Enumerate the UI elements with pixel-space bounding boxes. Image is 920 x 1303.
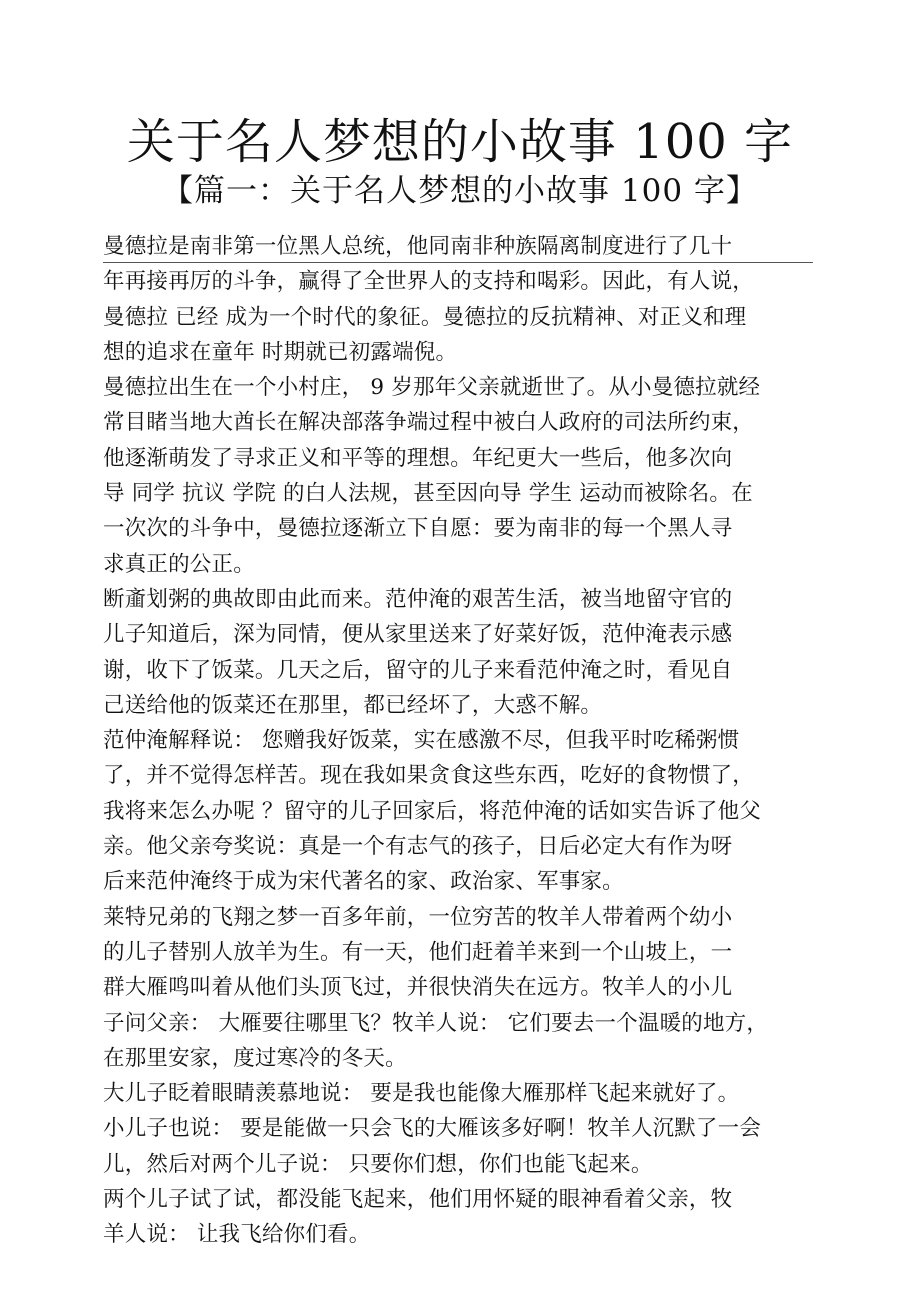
- body-line: 后来范仲淹终于成为宋代著名的家、政治家、军事家。: [103, 869, 624, 895]
- body-line: 儿，然后对两个儿子说： 只要你们想，你们也能飞起来。: [103, 1151, 653, 1177]
- body-line: 导 同学 抗议 学院 的白人法规，甚至因向导 学生 运动而被除名。在: [103, 481, 753, 507]
- body-line: 了，并不觉得怎样苦。现在我如果贪食这些东西，吃好的食物惯了，: [103, 763, 755, 789]
- body-line: 范仲淹解释说： 您赠我好饭菜，实在感激不尽，但我平时吃稀粥惯: [103, 728, 740, 754]
- body-line: 曼德拉 已经 成为一个时代的象征。曼德拉的反抗精神、对正义和理: [103, 304, 747, 330]
- body-line: 两个儿子试了试，都没能飞起来，他们用怀疑的眼神看着父亲，牧: [103, 1187, 733, 1213]
- document-title: 关于名人梦想的小故事 100 字: [126, 114, 794, 170]
- body-line: 小儿子也说： 要是能做一只会飞的大雁该多好啊！牧羊人沉默了一会: [103, 1116, 762, 1142]
- body-line: 的儿子替别人放羊为生。有一天，他们赶着羊来到一个山坡上，一: [103, 939, 733, 965]
- body-line: 儿子知道后，深为同情，便从家里送来了好菜好饭，范仲淹表示感: [103, 622, 733, 648]
- body-line: 求真正的公正。: [103, 551, 255, 577]
- body-line: 莱特兄弟的飞翔之梦一百多年前，一位穷苦的牧羊人带着两个幼小: [103, 904, 733, 930]
- body-line: 曼德拉是南非第一位黑人总统，他同南非种族隔离制度进行了几十: [103, 234, 733, 259]
- body-line: 曼德拉出生在一个小村庄， 9 岁那年父亲就逝世了。从小曼德拉就经: [103, 375, 761, 401]
- document-subtitle: 【篇一：关于名人梦想的小故事 100 字】: [162, 173, 758, 209]
- body-line: 一次次的斗争中，曼德拉逐渐立下自愿：要为南非的每一个黑人寻: [103, 516, 733, 542]
- body-line: 群大雁鸣叫着从他们头顶飞过，并很快消失在远方。牧羊人的小儿: [103, 975, 733, 1001]
- document-body: [103, 229, 815, 1253]
- body-line: 断齑划粥的典故即由此而来。范仲淹的艰苦生活，被当地留守官的: [103, 586, 733, 612]
- body-line: 己送给他的饭菜还在那里，都已经坏了，大惑不解。: [103, 692, 603, 718]
- body-line: 谢，收下了饭菜。几天之后，留守的儿子来看范仲淹之时，看见自: [103, 657, 733, 683]
- body-line: 年再接再厉的斗争，赢得了全世界人的支持和喝彩。因此，有人说，: [103, 269, 755, 295]
- body-line: 亲。他父亲夸奖说：真是一个有志气的孩子，日后必定大有作为呀: [103, 834, 733, 860]
- body-line: 大儿子眨着眼睛羡慕地说： 要是我也能像大雁那样飞起来就好了。: [103, 1081, 740, 1107]
- body-line: 羊人说： 让我飞给你们看。: [103, 1222, 371, 1248]
- body-line: 常目睹当地大酋长在解决部落争端过程中被白人政府的司法所约束，: [103, 410, 755, 436]
- body-line: 他逐渐萌发了寻求正义和平等的理想。年纪更大一些后，他多次向: [103, 445, 733, 471]
- body-line: 想的追求在童年 时期就已初露端倪。: [103, 339, 458, 365]
- body-line: 子问父亲： 大雁要往哪里飞？牧羊人说： 它们要去一个温暖的地方，: [103, 1010, 769, 1036]
- body-line: 我将来怎么办呢 ？留守的儿子回家后，将范仲淹的话如实告诉了他父: [103, 798, 762, 824]
- body-line: 在那里安家，度过寒冷的冬天。: [103, 1045, 407, 1071]
